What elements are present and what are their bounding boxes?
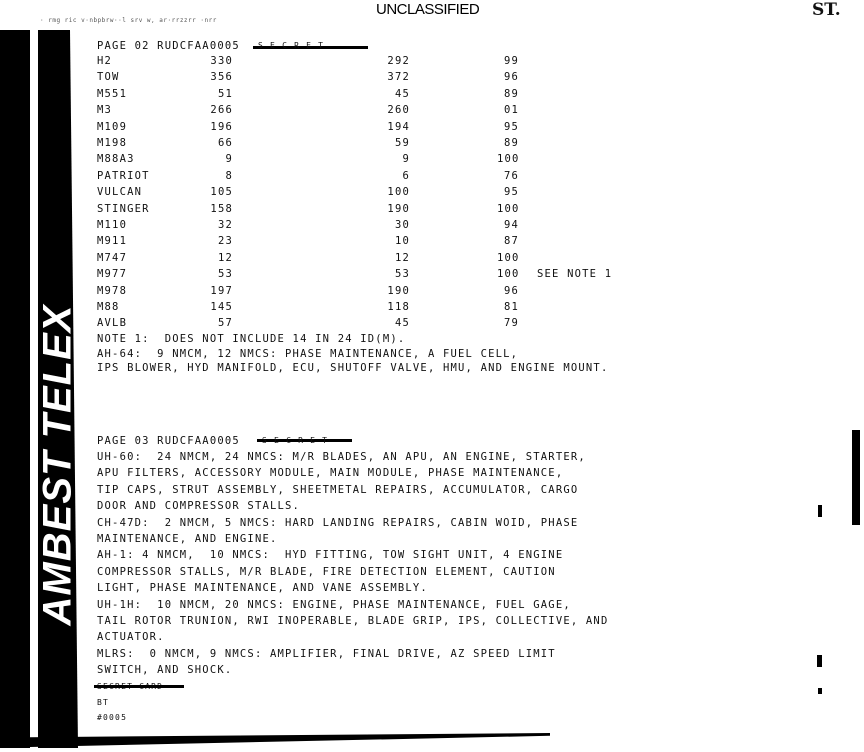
possessed-count: 158 <box>210 202 233 215</box>
note-line: NOTE 1: DOES NOT INCLUDE 14 IN 24 ID(M). <box>97 333 406 345</box>
telex-band <box>0 30 30 748</box>
ready-percent: 95 <box>503 186 519 199</box>
right-edge-mark <box>818 505 822 517</box>
system-name: M198 <box>97 137 128 149</box>
classification-banner: UNCLASSIFIED <box>376 1 480 18</box>
body-line: APU FILTERS, ACCESSORY MODULE, MAIN MODULE, PHASE MAINTENANCE, <box>97 467 564 480</box>
possessed-count: 8 <box>225 169 233 182</box>
table-row <box>97 285 697 297</box>
ready-percent: 81 <box>503 301 519 313</box>
message-number: #0005 <box>97 713 128 722</box>
ready-percent: 76 <box>503 169 519 182</box>
system-name: H2 <box>97 55 113 67</box>
system-name: M110 <box>97 219 128 231</box>
system-name: VULCAN <box>97 186 143 199</box>
table-row <box>97 186 697 198</box>
ready-count: 372 <box>387 71 410 84</box>
body-line: MAINTENANCE, AND ENGINE. <box>97 533 278 545</box>
row-note: SEE NOTE 1 <box>537 268 613 281</box>
ready-percent: 99 <box>503 55 519 67</box>
right-edge-mark <box>852 430 860 525</box>
table-row <box>97 203 697 215</box>
system-name: M88 <box>97 301 120 313</box>
ready-count: 190 <box>387 202 410 215</box>
table-row <box>97 88 697 100</box>
table-row <box>97 301 697 313</box>
bottom-bar <box>30 733 550 747</box>
system-name: M978 <box>97 284 128 297</box>
body-line: TIP CAPS, STRUT ASSEMBLY, SHEETMETAL REPAIRS, ACCUMULATOR, CARGO <box>97 483 579 496</box>
possessed-count: 32 <box>217 219 233 231</box>
table-row <box>97 268 697 280</box>
table-row <box>97 71 697 83</box>
right-edge-mark <box>817 655 822 667</box>
possessed-count: 66 <box>217 137 233 149</box>
ready-percent: 95 <box>503 120 519 133</box>
table-row <box>97 219 697 231</box>
ready-percent: 100 <box>497 251 520 264</box>
system-name: M747 <box>97 251 128 264</box>
ready-percent: 94 <box>503 219 519 231</box>
table-row <box>97 170 697 182</box>
ready-percent: 79 <box>503 317 519 330</box>
ready-percent: 100 <box>497 202 520 215</box>
ready-percent: 87 <box>503 235 519 248</box>
ready-count: 10 <box>394 235 410 248</box>
system-name: M109 <box>97 120 128 133</box>
table-row <box>97 235 697 247</box>
bt-line: BT <box>97 698 110 707</box>
system-name: M3 <box>97 104 113 117</box>
table-row <box>97 153 697 165</box>
ready-percent: 96 <box>503 71 519 84</box>
ready-count: 12 <box>394 251 410 264</box>
possessed-count: 145 <box>210 301 233 313</box>
redaction-strike <box>94 685 184 688</box>
ready-count: 30 <box>394 219 410 231</box>
ah64-line: AH-64: 9 NMCM, 12 NMCS: PHASE MAINTENANCE, A FUEL CELL, <box>97 348 519 360</box>
table-row <box>97 137 697 149</box>
possessed-count: 53 <box>217 268 233 281</box>
body-line: SWITCH, AND SHOCK. <box>97 664 233 677</box>
page03-heading: PAGE 03 RUDCFAA0005 <box>97 435 240 447</box>
ready-count: 9 <box>402 153 410 166</box>
ah64-line: IPS BLOWER, HYD MANIFOLD, ECU, SHUTOFF VALVE, HMU, AND ENGINE MOUNT. <box>97 362 609 374</box>
ready-count: 45 <box>394 87 410 100</box>
ready-count: 118 <box>387 301 410 313</box>
possessed-count: 57 <box>217 317 233 330</box>
possessed-count: 330 <box>210 55 233 67</box>
body-line: UH-60: 24 NMCM, 24 NMCS: M/R BLADES, AN APU, AN ENGINE, STARTER, <box>97 451 586 463</box>
body-line: MLRS: 0 NMCM, 9 NMCS: AMPLIFIER, FINAL DRIVE, AZ SPEED LIMIT <box>97 647 556 660</box>
possessed-count: 197 <box>210 284 233 297</box>
system-name: M977 <box>97 268 128 281</box>
table-row <box>97 55 697 67</box>
page-mark: ST. <box>812 0 841 20</box>
table-row <box>97 317 697 329</box>
possessed-count: 356 <box>210 71 233 84</box>
possessed-count: 23 <box>217 235 233 248</box>
ready-percent: 96 <box>503 284 519 297</box>
body-line: AH-1: 4 NMCM, 10 NMCS: HYD FITTING, TOW SIGHT UNIT, 4 ENGINE <box>97 549 564 562</box>
ambest-telex-logo: AMBEST TELEX <box>35 304 80 626</box>
ready-count: 53 <box>394 268 410 281</box>
ready-count: 100 <box>387 186 410 199</box>
ready-percent: 01 <box>503 104 519 117</box>
system-name: M88A3 <box>97 153 135 166</box>
page02-redacted-label: S E C R E T <box>258 41 325 50</box>
system-name: M911 <box>97 235 128 248</box>
body-line: UH-1H: 10 NMCM, 20 NMCS: ENGINE, PHASE MAINTENANCE, FUEL GAGE, <box>97 598 571 611</box>
system-name: PATRIOT <box>97 169 150 182</box>
system-name: TOW <box>97 71 120 84</box>
ready-count: 292 <box>387 55 410 67</box>
ready-percent: 89 <box>503 87 519 100</box>
ready-count: 6 <box>402 169 410 182</box>
page03-redacted-label: S E C R E T <box>262 436 329 445</box>
body-line: LIGHT, PHASE MAINTENANCE, AND VANE ASSEMBLY. <box>97 582 428 595</box>
body-line: TAIL ROTOR TRUNION, RWI INOPERABLE, BLADE GRIP, IPS, COLLECTIVE, AND <box>97 615 609 627</box>
system-name: STINGER <box>97 202 150 215</box>
ready-percent: 89 <box>503 137 519 149</box>
ready-count: 45 <box>394 317 410 330</box>
possessed-count: 196 <box>210 120 233 133</box>
transmission-noise: · rmg ric v·nbpbrw··l srv w, ar·rrzzrr ·nrr <box>40 17 217 24</box>
system-name: M551 <box>97 87 128 100</box>
ready-count: 194 <box>387 120 410 133</box>
possessed-count: 105 <box>210 186 233 199</box>
possessed-count: 12 <box>217 251 233 264</box>
right-edge-mark <box>818 688 822 694</box>
table-row <box>97 104 697 116</box>
ready-count: 260 <box>387 104 410 117</box>
system-name: AVLB <box>97 317 128 330</box>
page02-heading: PAGE 02 RUDCFAA0005 <box>97 40 240 52</box>
body-line: CH-47D: 2 NMCM, 5 NMCS: HARD LANDING REPAIRS, CABIN WOID, PHASE <box>97 516 579 529</box>
possessed-count: 9 <box>225 153 233 166</box>
table-row <box>97 252 697 264</box>
table-row <box>97 121 697 133</box>
ready-percent: 100 <box>497 268 520 281</box>
body-line: COMPRESSOR STALLS, M/R BLADE, FIRE DETECTION ELEMENT, CAUTION <box>97 565 556 578</box>
body-line: DOOR AND COMPRESSOR STALLS. <box>97 500 301 513</box>
ready-percent: 100 <box>497 153 520 166</box>
possessed-count: 266 <box>210 104 233 117</box>
ready-count: 190 <box>387 284 410 297</box>
possessed-count: 51 <box>217 87 233 100</box>
body-line: ACTUATOR. <box>97 631 165 644</box>
ready-count: 59 <box>394 137 410 149</box>
